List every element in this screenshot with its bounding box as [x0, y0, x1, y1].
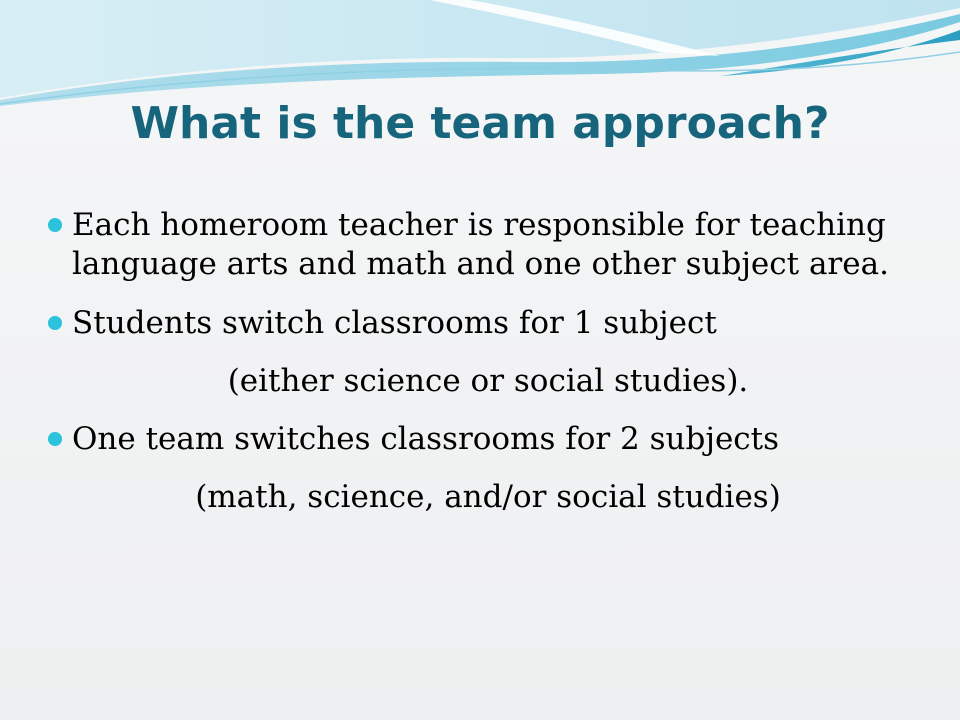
bullet-subtext: (either science or social studies).	[227, 363, 749, 399]
bullet-list	[48, 206, 928, 537]
bullet-dot-icon	[48, 218, 62, 232]
slide-title: What is the team approach?	[130, 98, 830, 149]
bullet-item	[48, 206, 928, 284]
bullet-text: Each homeroom teacher is responsible for teaching language arts and math and one other subject area.	[72, 207, 889, 282]
bullet-item	[48, 420, 928, 517]
bullet-text: One team switches classrooms for 2 subjects	[72, 421, 780, 457]
bullet-subtext: (math, science, and/or social studies)	[195, 479, 781, 515]
bullet-dot-icon	[48, 432, 62, 446]
bullet-dot-icon	[48, 316, 62, 330]
bullet-item	[48, 304, 928, 401]
bullet-text: Students switch classrooms for 1 subject	[72, 305, 717, 341]
